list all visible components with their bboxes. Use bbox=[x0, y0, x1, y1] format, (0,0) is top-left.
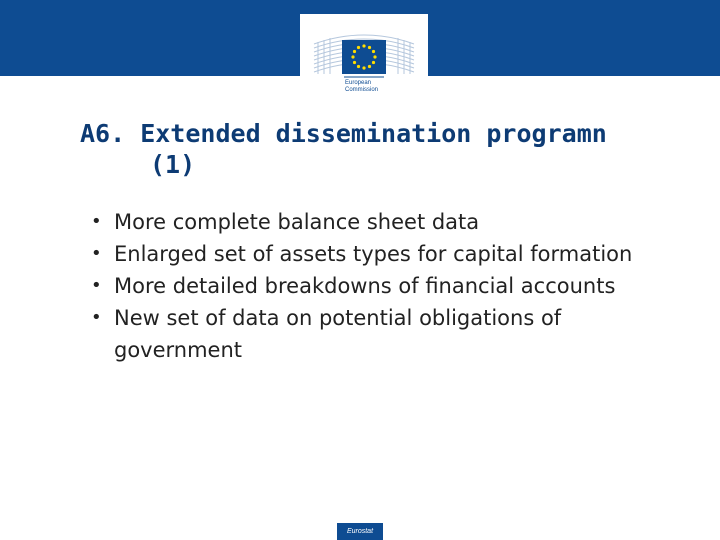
bullet-text: New set of data on potential obligations of government bbox=[114, 306, 562, 362]
logo-caption-line1: European bbox=[345, 80, 372, 86]
slide-title-line2: (1) bbox=[150, 150, 196, 179]
bullet-icon: • bbox=[91, 211, 102, 232]
slide-title bbox=[80, 118, 720, 180]
bullet-icon: • bbox=[91, 307, 102, 328]
bullet-list bbox=[88, 206, 648, 366]
bullet-icon: • bbox=[91, 243, 102, 264]
european-commission-logo bbox=[300, 14, 428, 100]
bullet-text: More complete balance sheet data bbox=[114, 210, 480, 234]
logo-caption-line2: Commission bbox=[345, 87, 379, 93]
bullet-text: More detailed breakdowns of financial accounts bbox=[114, 274, 616, 298]
bullet-item bbox=[88, 206, 648, 238]
bullet-item bbox=[88, 270, 648, 302]
logo-caption bbox=[345, 80, 405, 94]
bullet-icon: • bbox=[91, 275, 102, 296]
bullet-text: Enlarged set of assets types for capital formation bbox=[114, 242, 633, 266]
bullet-item bbox=[88, 302, 648, 366]
bullet-item bbox=[88, 238, 648, 270]
eurostat-badge: Eurostat bbox=[337, 523, 383, 540]
slide-title-line1: A6. Extended dissemination programn bbox=[80, 119, 607, 148]
